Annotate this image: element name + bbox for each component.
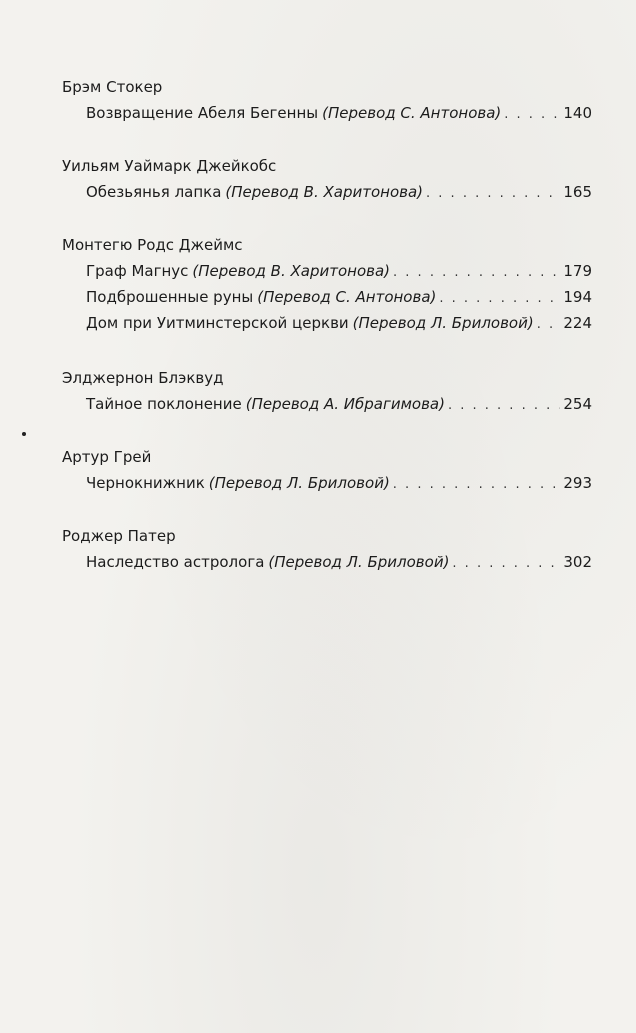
toc-entry [86, 470, 592, 496]
page-number: 302 [563, 553, 592, 571]
leader-dots [426, 181, 560, 207]
toc-entry [86, 284, 592, 310]
toc-entry [86, 258, 592, 284]
toc-entry [86, 391, 592, 417]
translator: (Перевод Л. Бриловой) [268, 553, 450, 571]
story-title: Тайное поклонение [86, 395, 242, 413]
page-number: 194 [563, 288, 592, 306]
translator: (Перевод В. Харитонова) [192, 262, 391, 280]
show-through-text [20, 640, 620, 1000]
toc-entry [86, 310, 592, 336]
translator: (Перевод А. Ибрагимова) [245, 395, 445, 413]
translator: (Перевод С. Антонова) [322, 104, 502, 122]
page-number: 140 [563, 104, 592, 122]
page-number: 293 [563, 474, 592, 492]
toc-section [62, 232, 592, 336]
toc-entry [86, 179, 592, 205]
page-number: 179 [563, 262, 592, 280]
leader-dots [393, 472, 561, 498]
toc-entry [86, 100, 592, 126]
toc-section [62, 523, 592, 575]
story-title: Подброшенные руны [86, 288, 254, 306]
author-name: Элджернон Блэквуд [62, 369, 224, 387]
translator: (Перевод Л. Бриловой) [352, 314, 534, 332]
leader-dots [439, 286, 560, 312]
leader-dots [537, 312, 561, 338]
page-number: 165 [563, 183, 592, 201]
leader-dots [448, 393, 560, 419]
story-title: Чернокнижник [86, 474, 205, 492]
story-title: Дом при Уитминстерской церкви [86, 314, 349, 332]
translator: (Перевод С. Антонова) [257, 288, 437, 306]
author-name: Брэм Стокер [62, 78, 163, 96]
translator: (Перевод Л. Бриловой) [208, 474, 390, 492]
toc-section [62, 74, 592, 126]
story-title: Наследство астролога [86, 553, 265, 571]
author-name: Роджер Патер [62, 527, 176, 545]
author-name: Артур Грей [62, 448, 152, 466]
translator: (Перевод В. Харитонова) [225, 183, 424, 201]
story-title: Обезьянья лапка [86, 183, 222, 201]
author-name: Уильям Уаймарк Джейкобс [62, 157, 277, 175]
leader-dots [504, 102, 560, 128]
author-name: Монтегю Родс Джеймс [62, 236, 243, 254]
page-number: 224 [563, 314, 592, 332]
toc-entry [86, 549, 592, 575]
toc-section [62, 365, 592, 417]
toc-section [62, 153, 592, 205]
margin-dot [22, 432, 26, 436]
leader-dots [393, 260, 560, 286]
table-of-contents [62, 74, 592, 575]
story-title: Возвращение Абеля Бегенны [86, 104, 319, 122]
toc-section [62, 444, 592, 496]
leader-dots [452, 551, 560, 577]
story-title: Граф Магнус [86, 262, 189, 280]
page-number: 254 [563, 395, 592, 413]
